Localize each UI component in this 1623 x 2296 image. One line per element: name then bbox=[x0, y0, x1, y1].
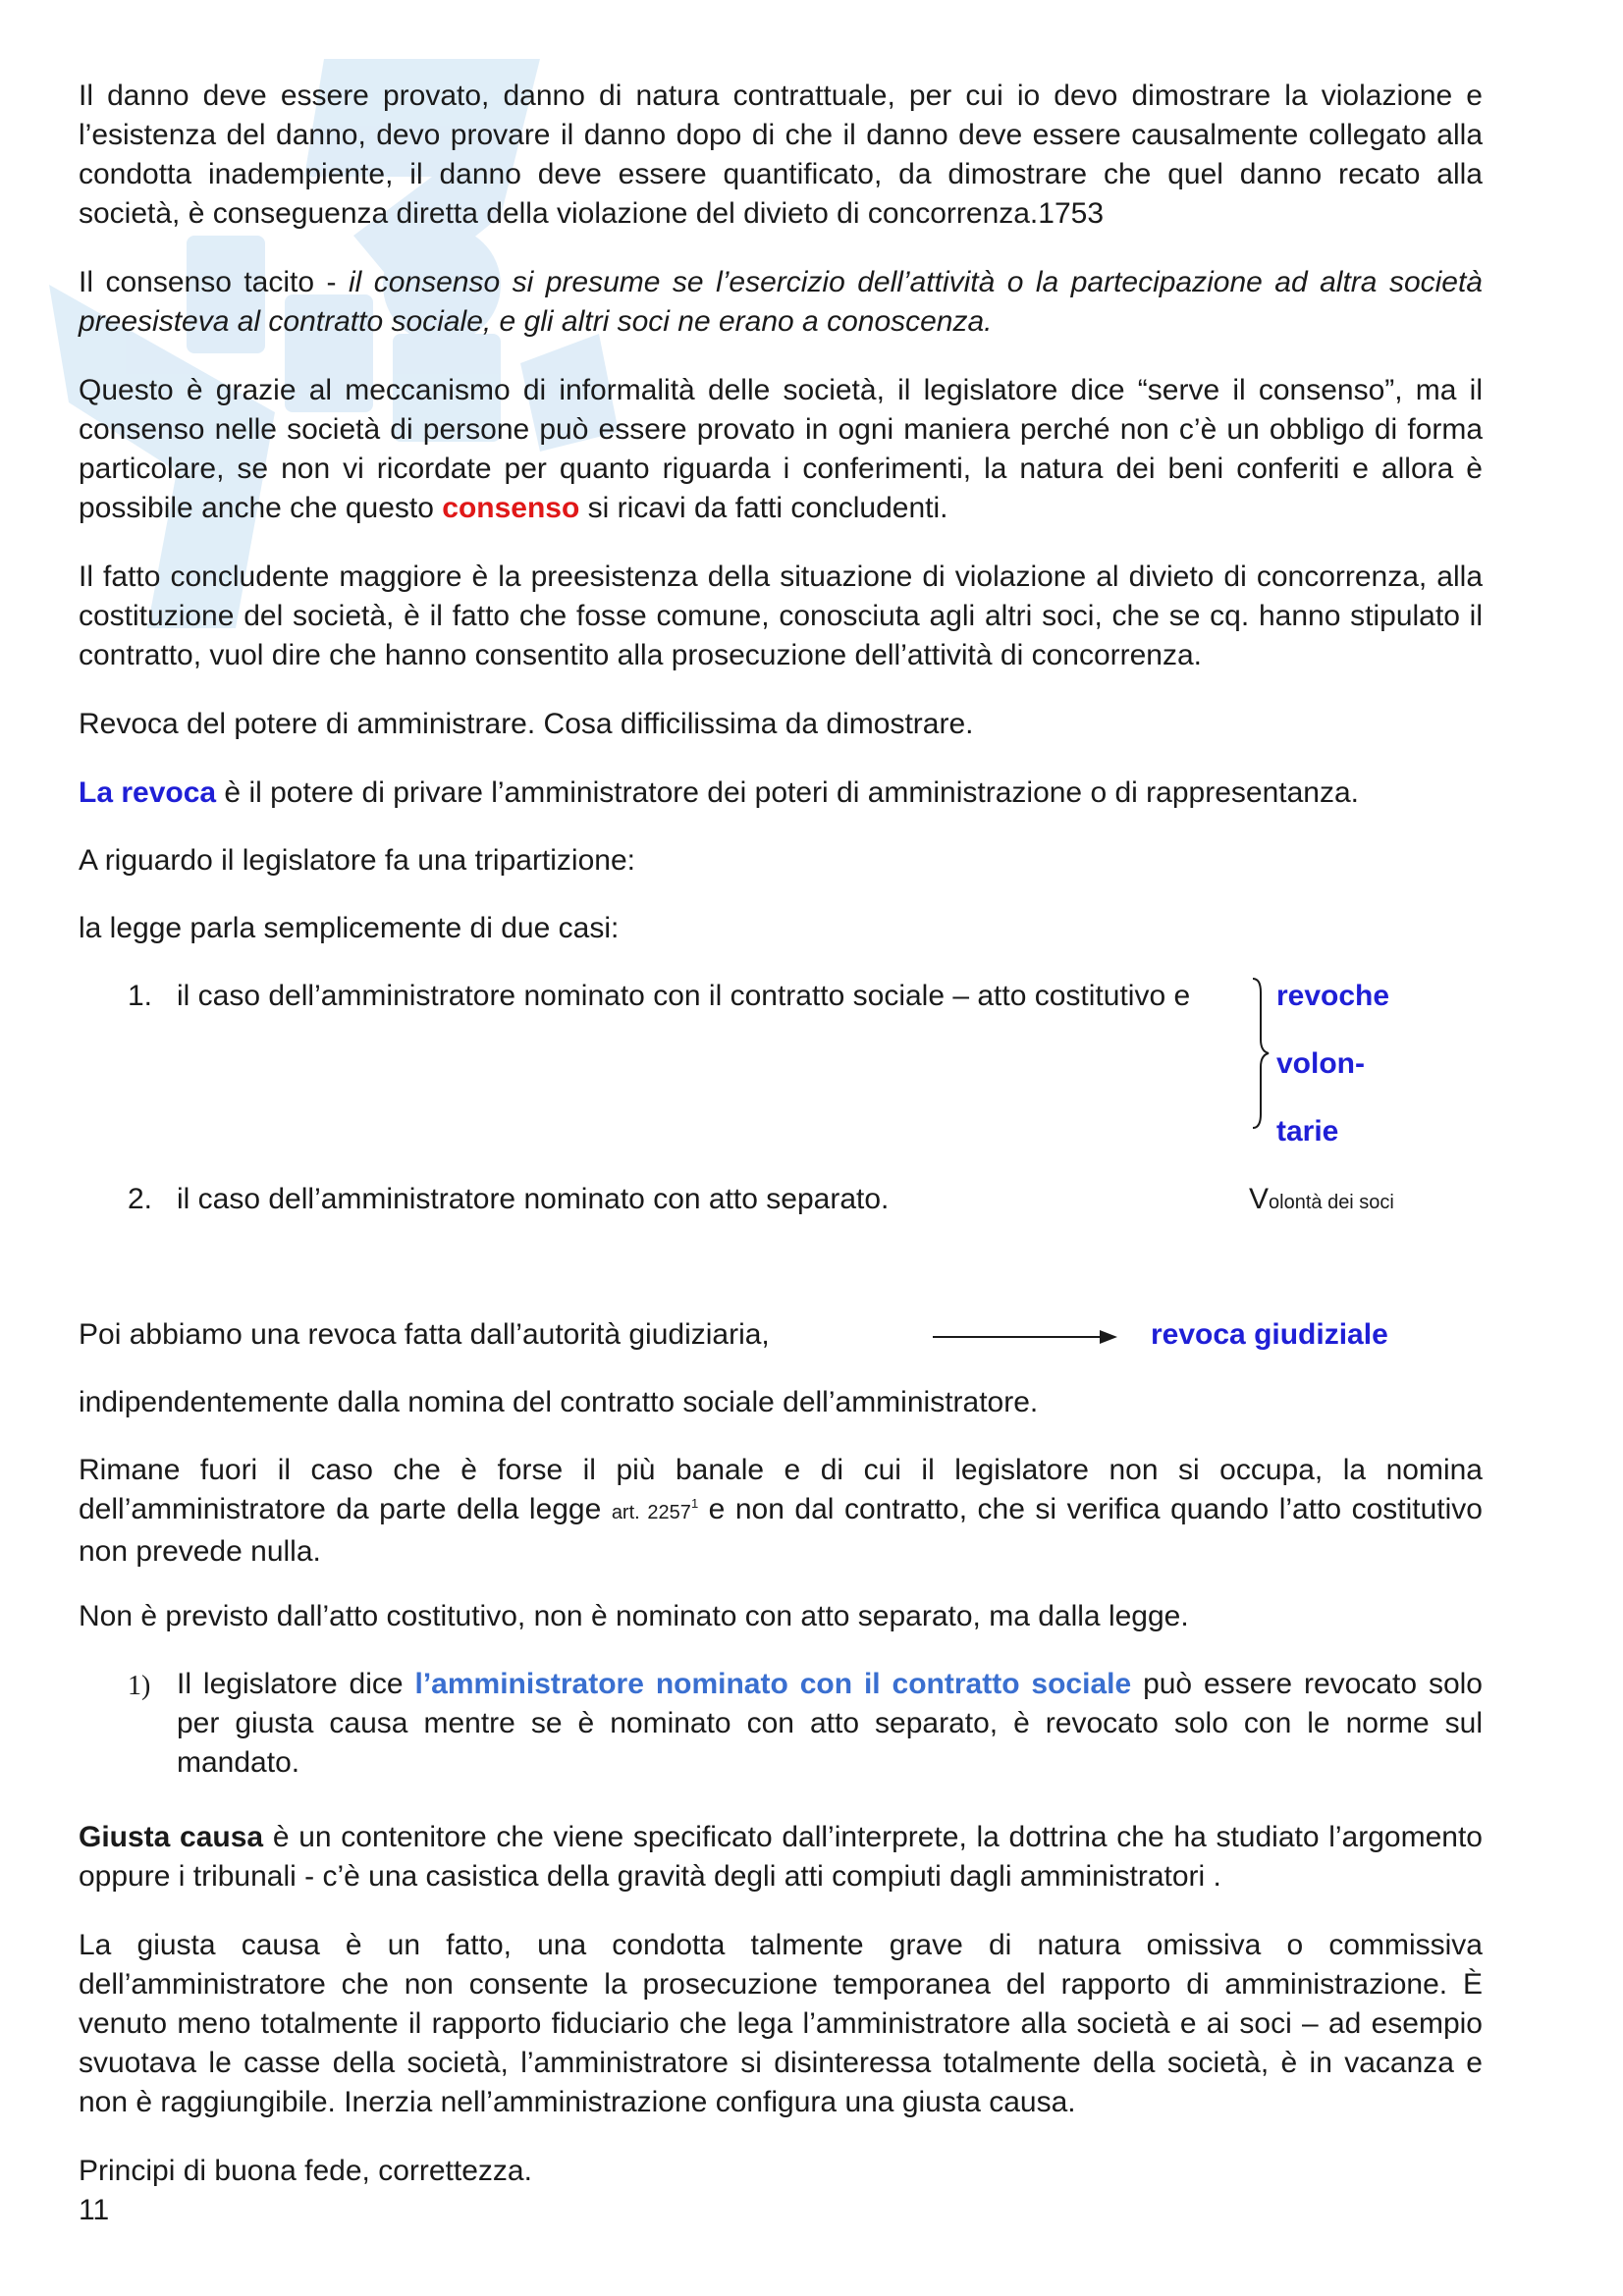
paragraph-principi: Principi di buona fede, correttezza. bbox=[79, 2155, 532, 2187]
list-item-2-text: il caso dell’amministratore nominato con atto separato. bbox=[177, 1183, 890, 1215]
list-item-1-text: il caso dell’amministratore nominato con il contratto sociale – atto costitutivo e bbox=[177, 980, 1191, 1012]
legislatore-text: Il legislatore dice bbox=[177, 1668, 415, 1700]
paragraph-due-casi: la legge parla semplicemente di due casi: bbox=[79, 912, 620, 944]
rimane-fuori-text-end: e non dal contratto, che si verifica quando l’atto costitutivo non prevede nulla. bbox=[79, 1493, 1483, 1568]
page-number: 11 bbox=[79, 2194, 110, 2226]
list-item-legislatore-number: 1) bbox=[128, 1671, 151, 1701]
brace-label-volon: volon- bbox=[1276, 1047, 1365, 1080]
paragraph-giusta-causa bbox=[79, 1818, 1483, 1896]
paragraph-legislatore-dice bbox=[177, 1665, 1483, 1783]
paragraph-consenso-tacito bbox=[79, 263, 1483, 342]
paragraph-danno: Il danno deve essere provato, danno di natura contrattuale, per cui io devo dimostrare la violazione e l’esistenza del danno, devo provare il danno dopo di che il danno deve essere causalmente collegato alla condotta inadempiente, il danno deve essere quantificato, da dimostrare che quel danno recato alla società, è conseguenza diretta della violazione del divieto di concorrenza.1753 bbox=[79, 80, 1483, 230]
paragraph-fatto-concludente: Il fatto concludente maggiore è la preesistenza della situazione di violazione al divieto di concorrenza, alla costituzione del società, è il fatto che fosse comune, conosciuta agli altri soci, che se cq. hanno stipulato il contratto, vuol dire che hanno consentito alla prosecuzione dell’attività di concorrenza. bbox=[79, 561, 1483, 671]
paragraph-giusta-causa-fatto: La giusta causa è un fatto, una condotta talmente grave di natura omissiva o commissiva dell’amministratore che non consente la prosecuzione temporanea del rapporto di amministrazione. È venuto meno totalmente il rapporto fiduciario che lega l’amministratore alla società e ai soci – ad esempio svuotava le casse della società, l’amministratore si disinteressa totalmente della società, è in vacanza e non è raggiungibile. Inerzia nell’amministrazione configura una giusta causa. bbox=[79, 1929, 1483, 2118]
paragraph-revoca-potere: Revoca del potere di amministrare. Cosa difficilissima da dimostrare. bbox=[79, 708, 974, 740]
la-revoca-text: è il potere di privare l’amministratore dei poteri di amministrazione o di rappresentanza. bbox=[216, 776, 1359, 809]
brace-label-revoche: revoche bbox=[1276, 980, 1390, 1012]
paragraph-rimane-fuori bbox=[79, 1451, 1483, 1572]
list-item-2-number: 2. bbox=[128, 1183, 153, 1215]
revoca-giudiziale-label: revoca giudiziale bbox=[1151, 1318, 1388, 1351]
amministratore-nominato-highlight: l’amministratore nominato con il contratto sociale bbox=[414, 1668, 1132, 1700]
volonta-initial: V bbox=[1249, 1183, 1270, 1215]
list-item-1-number: 1. bbox=[128, 980, 153, 1012]
volonta-rest: olontà dei soci bbox=[1269, 1192, 1394, 1213]
curly-brace-icon bbox=[1247, 975, 1276, 1132]
consenso-tacito-definition: il consenso si presume se l’esercizio dell’attività o la partecipazione ad altra società preesisteva al contratto sociale, e gli altri soci ne erano a conoscenza. bbox=[79, 266, 1483, 338]
paragraph-la-revoca bbox=[79, 774, 1483, 813]
informalita-text: Questo è grazie al meccanismo di informalità delle società, il legislatore dice “serve il consenso”, ma il consenso nelle società di persone può essere provato in ogni maniera perché non c’è un obbligo di forma particolare, se non vi ricordate per quanto riguarda i conferimenti, la natura dei beni conferiti e allora è possibile anche che questo bbox=[79, 374, 1483, 524]
paragraph-revoca-giudiziaria: Poi abbiamo una revoca fatta dall’autorità giudiziaria, bbox=[79, 1318, 770, 1351]
giusta-causa-term: Giusta causa bbox=[79, 1821, 264, 1853]
la-revoca-highlight: La revoca bbox=[79, 776, 217, 809]
paragraph-non-previsto: Non è previsto dall’atto costitutivo, non è nominato con atto separato, ma dalla legge. bbox=[79, 1600, 1189, 1632]
footnote-marker: 1 bbox=[690, 1496, 699, 1511]
legislatore-text-end: può essere revocato solo per giusta causa mentre se è nominato con atto separato, è revocato solo con le norme sul mandato. bbox=[177, 1668, 1483, 1779]
paragraph-indipendentemente: indipendentemente dalla nomina del contratto sociale dell’amministratore. bbox=[79, 1386, 1039, 1418]
consenso-tacito-label: Il consenso tacito - bbox=[79, 266, 349, 298]
article-reference: art. 2257 bbox=[611, 1502, 691, 1523]
giusta-causa-text: è un contenitore che viene specificato dall’interprete, la dottrina che ha studiato l’argomento oppure i tribunali - c’è una casistica della gravità degli atti compiuti dagli amministratori . bbox=[79, 1821, 1483, 1893]
paragraph-informalita bbox=[79, 371, 1483, 528]
brace-label-tarie: tarie bbox=[1276, 1115, 1339, 1148]
volonta-soci-note bbox=[1249, 1180, 1394, 1222]
informalita-text-end: si ricavi da fatti concludenti. bbox=[579, 492, 948, 524]
rimane-fuori-text: Rimane fuori il caso che è forse il più banale e di cui il legislatore non si occupa, la nomina dell’amministratore da parte della legge bbox=[79, 1454, 1483, 1525]
consenso-highlight: consenso bbox=[442, 492, 580, 524]
paragraph-tripartizione: A riguardo il legislatore fa una tripartizione: bbox=[79, 844, 635, 877]
arrow-right-icon bbox=[933, 1327, 1119, 1347]
